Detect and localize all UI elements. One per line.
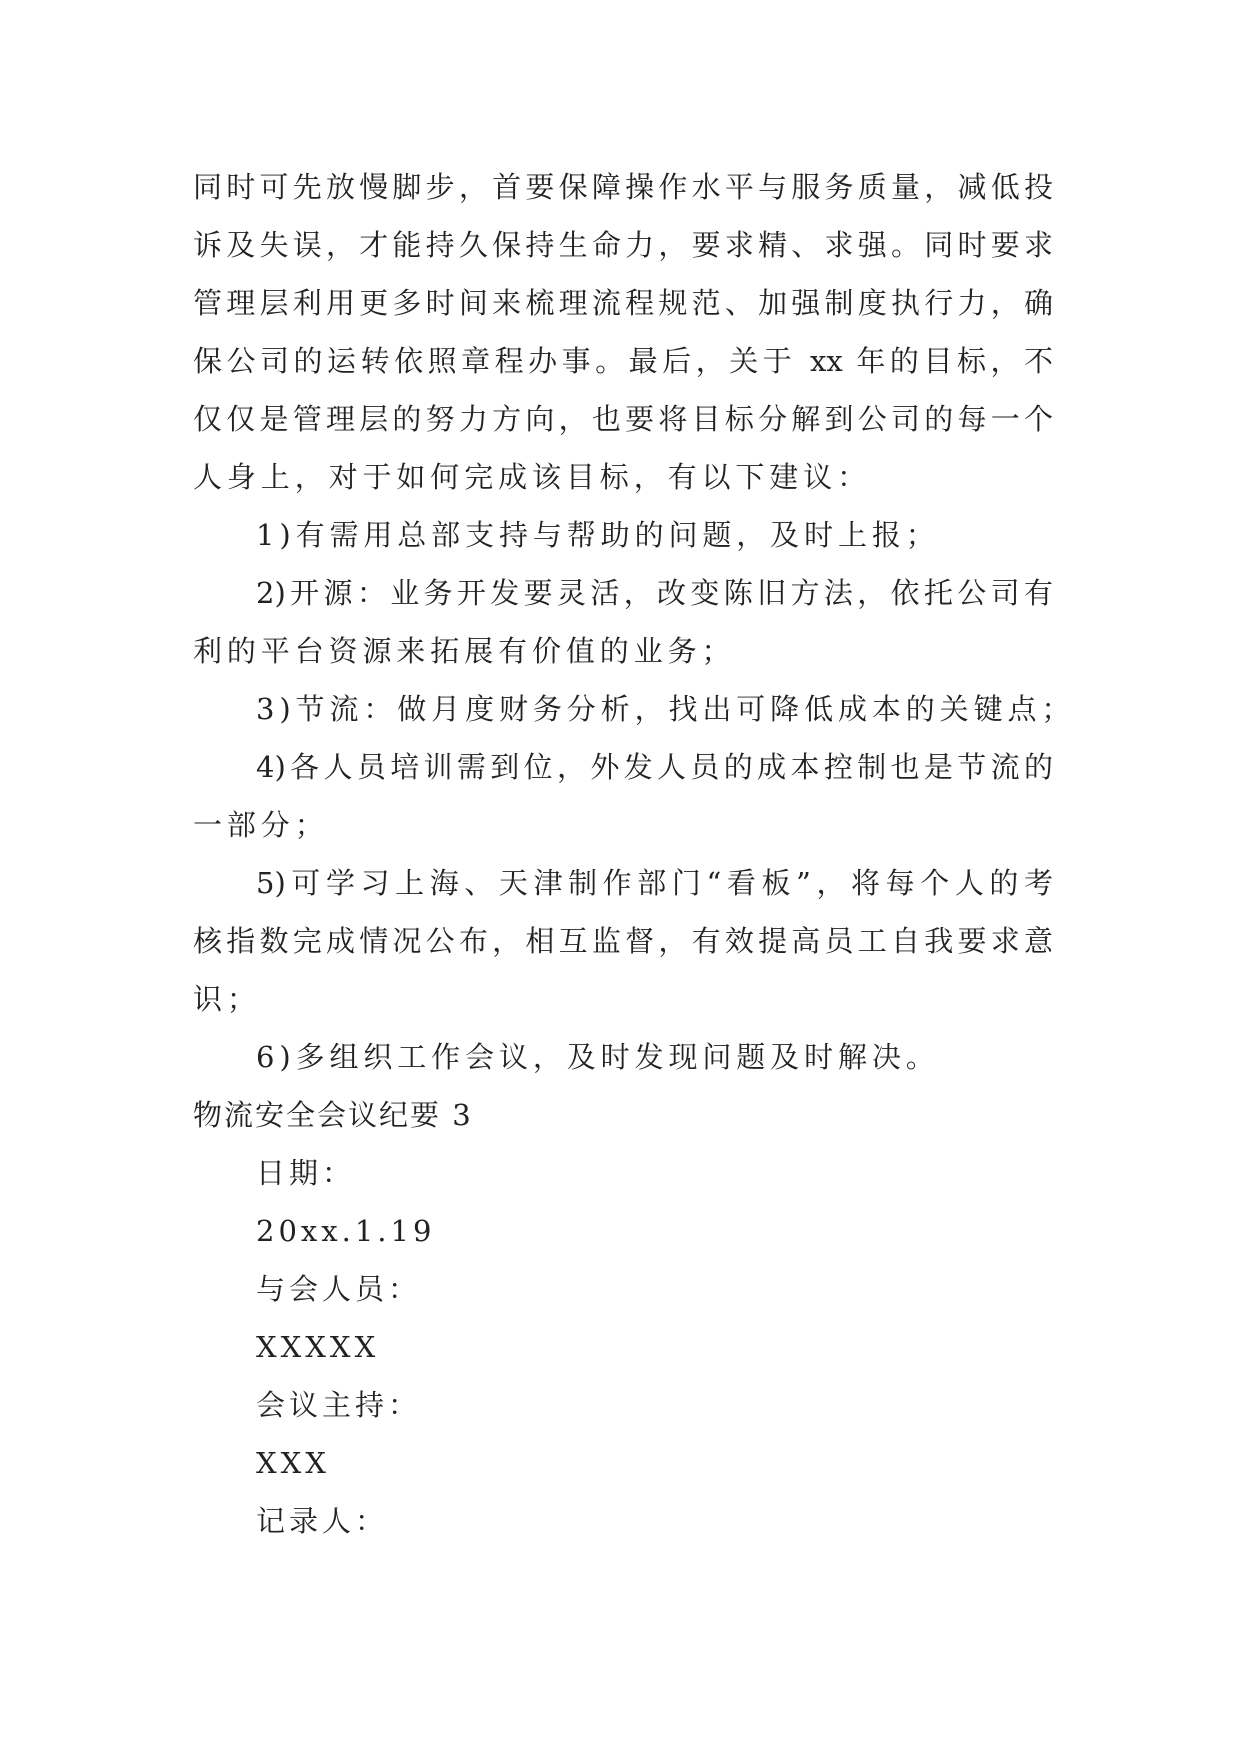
list-item-4-continuation: 一部分； — [193, 808, 329, 842]
recorder-label: 记录人： — [256, 1504, 389, 1538]
document-page — [193, 158, 1076, 1550]
paragraph-line: 保公司的运转依照章程办事。最后，关于 xx 年的目标，不 — [193, 344, 1053, 378]
list-item-5-continuation: 核指数完成情况公布，相互监督，有效提高员工自我要求意 — [193, 924, 1053, 958]
host-label: 会议主持： — [256, 1388, 422, 1422]
suggestion-list — [193, 506, 1076, 1086]
list-item-4: 4)各人员培训需到位，外发人员的成本控制也是节流的 — [256, 750, 1053, 784]
list-item-5-continuation: 识； — [193, 982, 261, 1016]
list-item-5: 5)可学习上海、天津制作部门“看板”，将每个人的考 — [256, 866, 1053, 900]
body-paragraph — [193, 158, 1053, 506]
list-item-2: 2)开源：业务开发要灵活，改变陈旧方法，依托公司有 — [256, 576, 1053, 610]
host-value: XXX — [256, 1446, 330, 1480]
list-item-6: 6)多组织工作会议，及时发现问题及时解决。 — [256, 1040, 940, 1074]
paragraph-line: 人身上，对于如何完成该目标，有以下建议： — [193, 460, 872, 494]
list-item-2-continuation: 利的平台资源来拓展有价值的业务； — [193, 634, 736, 668]
attendees-value: XXXXX — [256, 1330, 380, 1364]
attendees-label: 与会人员： — [256, 1272, 422, 1306]
paragraph-line: 同时可先放慢脚步，首要保障操作水平与服务质量，减低投 — [193, 170, 1053, 204]
date-label: 日期： — [256, 1156, 356, 1190]
date-value: 20xx.1.19 — [256, 1214, 436, 1248]
paragraph-line: 诉及失误，才能持久保持生命力，要求精、求强。同时要求 — [193, 228, 1053, 262]
section-heading: 物流安全会议纪要 3 — [193, 1098, 473, 1132]
paragraph-line: 管理层利用更多时间来梳理流程规范、加强制度执行力，确 — [193, 286, 1053, 320]
paragraph-line: 仅仅是管理层的努力方向，也要将目标分解到公司的每一个 — [193, 402, 1053, 436]
list-item-3: 3)节流：做月度财务分析，找出可降低成本的关键点； — [256, 692, 1076, 726]
list-item-1: 1)有需用总部支持与帮助的问题，及时上报； — [256, 518, 940, 552]
